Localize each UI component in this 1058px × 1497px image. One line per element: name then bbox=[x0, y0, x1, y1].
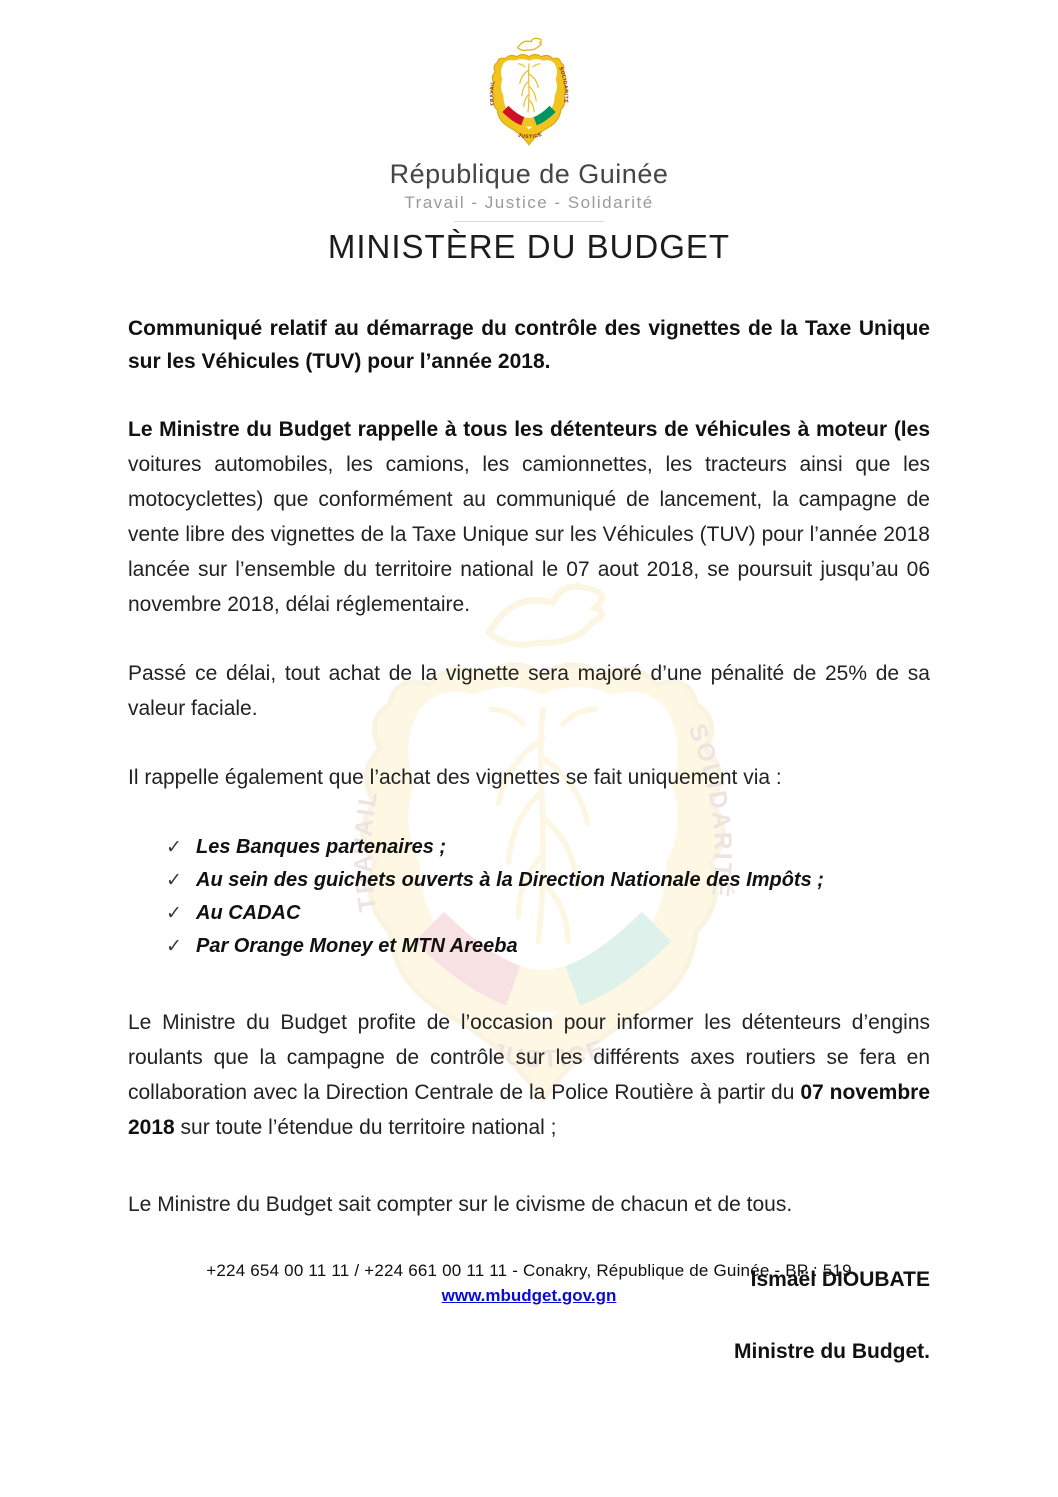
signature-name: Ismaël DIOUBATE bbox=[750, 1268, 930, 1291]
list-item bbox=[166, 864, 930, 897]
guinea-coat-of-arms-icon bbox=[477, 34, 581, 152]
paragraph-control-date: 07 novembre 2018 bbox=[128, 1081, 930, 1139]
paragraph-control-part2: sur toute l’étendue du territoire national ; bbox=[174, 1116, 557, 1139]
footer-contact-line: +224 654 00 11 11 / +224 661 00 11 11 - Conakry, République de Guinée - BP : 519 bbox=[206, 1261, 852, 1280]
communique-title: Communiqué relatif au démarrage du contrôle des vignettes de la Taxe Unique sur les Véhicules (TUV) pour l’année 2018. bbox=[128, 317, 930, 373]
paragraph-intro bbox=[128, 412, 930, 622]
republic-name: République de Guinée bbox=[389, 159, 669, 189]
purchase-channel-list bbox=[128, 831, 930, 963]
ministry-title: MINISTÈRE DU BUDGET bbox=[327, 228, 731, 265]
list-item bbox=[166, 897, 930, 930]
list-item-text: Au CADAC bbox=[196, 902, 301, 924]
national-motto: Travail - Justice - Solidarité bbox=[404, 193, 654, 212]
paragraph-intro-rest: voitures automobiles, les camions, les camionnettes, les tracteurs ainsi que les motocyclettes) que conformément au communiqué de lancement, la campagne de vente libre des vignettes de la Taxe Unique sur les Véhicules (TUV) pour l’année 2018 lancée sur l’ensemble du territoire national le 07 aout 2018, se poursuit jusqu’au 06 novembre 2018, délai réglementaire. bbox=[128, 453, 930, 616]
website-link[interactable]: www.mbudget.gov.gn bbox=[441, 1286, 617, 1305]
checkmark-icon: ✓ bbox=[166, 936, 182, 957]
list-item-text: Au sein des guichets ouverts à la Direction Nationale des Impôts ; bbox=[196, 869, 824, 891]
checkmark-icon: ✓ bbox=[166, 870, 182, 891]
list-item bbox=[166, 831, 930, 864]
signature-title: Ministre du Budget. bbox=[734, 1340, 930, 1363]
paragraph-control-part1: Le Ministre du Budget profite de l’occasion pour informer les détenteurs d’engins roulants que la campagne de contrôle sur les différents axes routiers se fera en collaboration avec la Direction Centrale de la Police Routière à partir du bbox=[128, 1011, 930, 1104]
page-footer bbox=[0, 1261, 1058, 1306]
paragraph-intro-lead: Le Ministre du Budget rappelle à tous les détenteurs de véhicules à moteur (les bbox=[128, 418, 930, 441]
list-item-text: Par Orange Money et MTN Areeba bbox=[196, 935, 518, 957]
checkmark-icon: ✓ bbox=[166, 837, 182, 858]
list-item bbox=[166, 930, 930, 963]
communique-body bbox=[128, 312, 930, 1364]
header-divider bbox=[454, 221, 604, 222]
paragraph-purchase-channels: Il rappelle également que l’achat des vignettes se fait uniquement via : bbox=[128, 766, 782, 789]
paragraph-control-campaign bbox=[128, 1005, 930, 1145]
list-item-text: Les Banques partenaires ; bbox=[196, 836, 447, 858]
letterhead bbox=[0, 0, 1058, 266]
checkmark-icon: ✓ bbox=[166, 903, 182, 924]
paragraph-penalty: Passé ce délai, tout achat de la vignette sera majoré d’une pénalité de 25% de sa valeur faciale. bbox=[128, 662, 930, 720]
paragraph-closing: Le Ministre du Budget sait compter sur le civisme de chacun et de tous. bbox=[128, 1193, 793, 1216]
